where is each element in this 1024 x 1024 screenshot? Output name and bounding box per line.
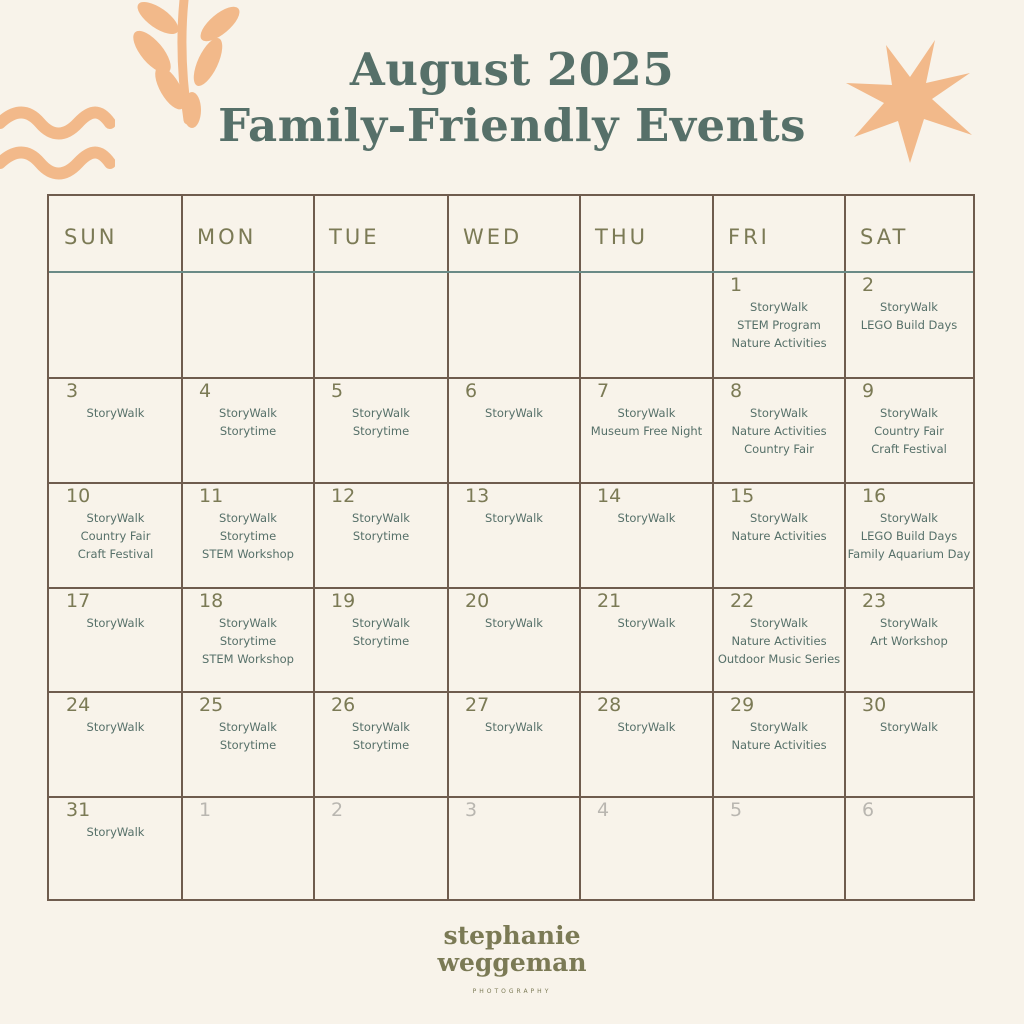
event-item: StoryWalk (352, 616, 410, 630)
calendar-day-cell (182, 272, 314, 378)
event-item: Craft Festival (77, 547, 154, 561)
next-month-day-number: 5 (730, 799, 743, 821)
event-item: StoryWalk (750, 720, 808, 734)
event-item: STEM Workshop (202, 547, 294, 561)
event-list (845, 404, 973, 458)
event-item: StoryWalk (352, 406, 410, 420)
calendar-day-cell (182, 797, 314, 899)
brand-logo (0, 922, 1024, 995)
page-title (0, 42, 1024, 154)
event-item: StoryWalk (617, 511, 676, 525)
title-month: August 2025 (349, 43, 675, 96)
day-number: 13 (465, 485, 490, 507)
calendar-day-cell (49, 797, 182, 899)
event-list (182, 614, 314, 668)
event-item: Nature Activities (731, 738, 827, 752)
event-list (49, 614, 182, 632)
event-item: LEGO Build Days (860, 318, 958, 332)
event-list (580, 614, 713, 632)
grid-horizontal-line (49, 796, 973, 798)
day-number: 9 (862, 380, 875, 402)
event-item: StoryWalk (485, 720, 543, 734)
event-item: StoryWalk (485, 616, 543, 630)
day-number: 29 (730, 694, 755, 716)
event-item: Country Fair (874, 424, 944, 438)
calendar-day-cell (49, 588, 182, 692)
day-number: 20 (465, 590, 490, 612)
event-item: StoryWalk (880, 406, 938, 420)
calendar-day-cell (845, 588, 973, 692)
event-item: Storytime (352, 424, 410, 438)
event-list (845, 614, 973, 650)
next-month-day-number: 3 (465, 799, 478, 821)
calendar-day-cell (448, 483, 580, 588)
event-item: LEGO Build Days (860, 529, 958, 543)
calendar-day-cell (845, 797, 973, 899)
event-list (49, 718, 182, 736)
event-item: StoryWalk (485, 511, 543, 525)
event-item: Nature Activities (731, 529, 827, 543)
day-number: 11 (199, 485, 224, 507)
event-list (182, 718, 314, 754)
next-month-day-number: 2 (331, 799, 344, 821)
day-number: 21 (597, 590, 622, 612)
event-item: Nature Activities (731, 424, 827, 438)
brand-name-last: weggeman (437, 948, 587, 977)
calendar-grid (47, 194, 975, 901)
event-list (713, 614, 845, 668)
event-list (713, 404, 845, 458)
event-item: Storytime (219, 634, 277, 648)
calendar-day-cell (448, 272, 580, 378)
grid-vertical-line (844, 196, 846, 899)
calendar-day-cell (49, 692, 182, 797)
calendar-day-cell (580, 692, 713, 797)
calendar-day-cell (448, 692, 580, 797)
header-divider (49, 271, 973, 273)
calendar-day-cell (845, 272, 973, 378)
event-list (182, 509, 314, 563)
calendar-day-cell (49, 378, 182, 483)
event-item: StoryWalk (86, 616, 145, 630)
event-list (845, 509, 973, 563)
calendar-day-cell (580, 588, 713, 692)
event-item: Storytime (219, 529, 277, 543)
event-item: StoryWalk (219, 720, 277, 734)
grid-vertical-line (712, 196, 714, 899)
event-list (580, 404, 713, 440)
weekday-header: FRI (728, 225, 770, 249)
event-list (182, 404, 314, 440)
event-item: StoryWalk (880, 300, 938, 314)
event-list (49, 404, 182, 422)
event-item: Storytime (219, 738, 277, 752)
weekday-header: TUE (329, 225, 380, 249)
event-item: Storytime (352, 738, 410, 752)
event-item: Country Fair (744, 442, 814, 456)
event-item: StoryWalk (352, 720, 410, 734)
day-number: 30 (862, 694, 887, 716)
day-number: 31 (66, 799, 91, 821)
calendar-day-cell (448, 588, 580, 692)
event-item: STEM Workshop (202, 652, 294, 666)
day-number: 19 (331, 590, 356, 612)
event-item: StoryWalk (485, 406, 543, 420)
event-item: StoryWalk (219, 406, 277, 420)
day-number: 18 (199, 590, 224, 612)
day-number: 28 (597, 694, 622, 716)
day-number: 15 (730, 485, 755, 507)
next-month-day-number: 4 (597, 799, 610, 821)
event-list (314, 718, 448, 754)
brand-tagline: PHOTOGRAPHY (472, 988, 552, 995)
event-list (713, 298, 845, 352)
day-number: 8 (730, 380, 743, 402)
day-number: 7 (597, 380, 610, 402)
calendar-day-cell (713, 692, 845, 797)
day-number: 4 (199, 380, 212, 402)
next-month-day-number: 1 (199, 799, 212, 821)
event-item: StoryWalk (617, 720, 676, 734)
calendar-day-cell (182, 483, 314, 588)
day-number: 25 (199, 694, 224, 716)
calendar-day-cell (580, 378, 713, 483)
event-list (713, 509, 845, 545)
day-number: 27 (465, 694, 490, 716)
day-number: 3 (66, 380, 79, 402)
calendar-day-cell (314, 272, 448, 378)
brand-name-first: stephanie (443, 921, 581, 950)
event-list (845, 298, 973, 334)
day-number: 26 (331, 694, 356, 716)
day-number: 2 (862, 274, 875, 296)
event-item: StoryWalk (750, 616, 808, 630)
event-item: StoryWalk (750, 406, 808, 420)
calendar-day-cell (314, 483, 448, 588)
weekday-header: SAT (860, 225, 909, 249)
event-item: Storytime (352, 529, 410, 543)
calendar-day-cell (314, 588, 448, 692)
grid-vertical-line (579, 196, 581, 899)
calendar-day-cell (713, 797, 845, 899)
event-item: Art Workshop (870, 634, 948, 648)
event-item: Nature Activities (731, 634, 827, 648)
calendar-day-cell (713, 272, 845, 378)
event-list (49, 823, 182, 841)
calendar-day-cell (314, 692, 448, 797)
calendar-day-cell (713, 378, 845, 483)
day-number: 24 (66, 694, 91, 716)
event-item: StoryWalk (880, 720, 938, 734)
event-item: Nature Activities (731, 336, 827, 350)
event-item: Storytime (219, 424, 277, 438)
event-list (448, 509, 580, 527)
event-item: Craft Festival (871, 442, 947, 456)
grid-vertical-line (447, 196, 449, 899)
day-number: 16 (862, 485, 887, 507)
day-number: 14 (597, 485, 622, 507)
calendar-day-cell (182, 378, 314, 483)
event-item: StoryWalk (219, 511, 277, 525)
event-list (448, 614, 580, 632)
day-number: 17 (66, 590, 91, 612)
calendar-day-cell (580, 797, 713, 899)
event-item: StoryWalk (86, 406, 145, 420)
grid-horizontal-line (49, 691, 973, 693)
event-item: Museum Free Night (590, 424, 703, 438)
event-item: Outdoor Music Series (717, 652, 841, 666)
event-list (448, 718, 580, 736)
calendar-day-cell (314, 797, 448, 899)
calendar-day-cell (448, 797, 580, 899)
event-item: STEM Program (737, 318, 821, 332)
event-item: StoryWalk (880, 511, 938, 525)
event-item: StoryWalk (750, 511, 808, 525)
event-list (580, 718, 713, 736)
calendar-day-cell (845, 692, 973, 797)
grid-vertical-line (313, 196, 315, 899)
grid-horizontal-line (49, 377, 973, 379)
day-number: 5 (331, 380, 344, 402)
weekday-header: THU (595, 225, 648, 249)
day-number: 1 (730, 274, 743, 296)
calendar-day-cell (49, 272, 182, 378)
calendar-day-cell (182, 588, 314, 692)
event-item: StoryWalk (86, 825, 145, 839)
event-list (448, 404, 580, 422)
day-number: 6 (465, 380, 478, 402)
event-item: StoryWalk (86, 720, 145, 734)
grid-vertical-line (181, 196, 183, 899)
event-list (580, 509, 713, 527)
calendar-day-cell (448, 378, 580, 483)
event-list (49, 509, 182, 563)
calendar-day-cell (580, 272, 713, 378)
day-number: 23 (862, 590, 887, 612)
title-subtitle: Family-Friendly Events (218, 99, 806, 152)
event-list (314, 404, 448, 440)
day-number: 10 (66, 485, 91, 507)
calendar-day-cell (314, 378, 448, 483)
event-item: Storytime (352, 634, 410, 648)
event-item: StoryWalk (352, 511, 410, 525)
calendar-day-cell (845, 378, 973, 483)
event-item: StoryWalk (219, 616, 277, 630)
day-number: 12 (331, 485, 356, 507)
grid-horizontal-line (49, 587, 973, 589)
weekday-header: SUN (64, 225, 118, 249)
event-item: Country Fair (80, 529, 151, 543)
event-list (713, 718, 845, 754)
calendar-day-cell (713, 483, 845, 588)
event-list (314, 509, 448, 545)
event-item: StoryWalk (880, 616, 938, 630)
day-number: 22 (730, 590, 755, 612)
event-list (314, 614, 448, 650)
next-month-day-number: 6 (862, 799, 875, 821)
event-item: StoryWalk (617, 616, 676, 630)
weekday-header: WED (463, 225, 523, 249)
calendar-day-cell (182, 692, 314, 797)
calendar-day-cell (580, 483, 713, 588)
calendar-day-cell (845, 483, 973, 588)
event-item: StoryWalk (617, 406, 676, 420)
grid-horizontal-line (49, 482, 973, 484)
event-item: Family Aquarium Day (847, 547, 971, 561)
calendar-day-cell (49, 483, 182, 588)
event-item: StoryWalk (750, 300, 808, 314)
event-item: StoryWalk (86, 511, 145, 525)
calendar-day-cell (713, 588, 845, 692)
weekday-header: MON (197, 225, 257, 249)
event-list (845, 718, 973, 736)
